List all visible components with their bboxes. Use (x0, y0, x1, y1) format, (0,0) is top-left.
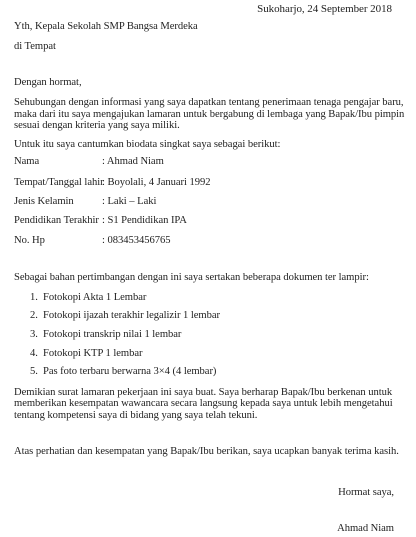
bio-label-birth: Tempat/Tanggal lahir (14, 177, 104, 188)
attachment-item-2: Fotokopi ijazah terakhir legalizir 1 lembar (43, 310, 220, 321)
closing-line-1: Demikian surat lamaran pekerjaan ini saya buat. Saya berharap Bapak/Ibu berkenan untuk (14, 387, 393, 398)
intro-line-1: Sehubungan dengan informasi yang saya dapatkan tentang penerimaan tenaga pengajar baru, (14, 97, 404, 108)
greeting: Dengan hormat, (14, 77, 82, 88)
bio-label-name: Nama (14, 156, 40, 167)
attachment-item-3: Fotokopi transkrip nilai 1 lembar (43, 329, 182, 340)
regards-line: Hormat saya, (338, 487, 394, 498)
bio-value-phone: : 083453456765 (102, 235, 171, 246)
attachment-num-2: 2. (30, 310, 38, 321)
intro-line-3: sesuai dengan kriteria yang saya miliki. (14, 120, 180, 131)
attachment-num-3: 3. (30, 329, 38, 340)
bio-label-phone: No. Hp (14, 235, 45, 246)
attachments-intro: Sebagai bahan pertimbangan dengan ini saya sertakan beberapa dokumen ter lampir: (14, 272, 369, 283)
closing-line-3: tentang kompetensi saya di bidang yang saya telah tekuni. (14, 410, 258, 421)
place-line: di Tempat (14, 41, 56, 52)
bio-value-birth: : Boyolali, 4 Januari 1992 (102, 177, 211, 188)
bio-value-name: : Ahmad Niam (102, 156, 164, 167)
recipient-line: Yth, Kepala Sekolah SMP Bangsa Merdeka (14, 21, 198, 32)
attachment-num-4: 4. (30, 348, 38, 359)
attachment-item-1: Fotokopi Akta 1 Lembar (43, 292, 147, 303)
bio-value-gender: : Laki – Laki (102, 196, 157, 207)
thanks-line: Atas perhatian dan kesempatan yang Bapak/Ibu berikan, saya ucapkan banyak terima kasih. (14, 446, 399, 457)
intro-line-2: maka dari itu saya mengajukan lamaran untuk bergabung di lembaga yang Bapak/Ibu pimpin (14, 109, 405, 120)
date-line: Sukoharjo, 24 September 2018 (257, 3, 392, 15)
bio-value-education: : S1 Pendidikan IPA (102, 215, 187, 226)
attachment-item-5: Pas foto terbaru berwarna 3×4 (4 lembar) (43, 366, 217, 377)
closing-line-2: memberikan kesempatan wawancara secara langsung kepada saya untuk lebih mengetahui (14, 398, 393, 409)
attachment-num-5: 5. (30, 366, 38, 377)
bio-label-gender: Jenis Kelamin (14, 196, 74, 207)
signature-name: Ahmad Niam (337, 523, 394, 534)
bio-intro: Untuk itu saya cantumkan biodata singkat saya sebagai berikut: (14, 139, 281, 150)
bio-label-education: Pendidikan Terakhir (14, 215, 99, 226)
attachment-num-1: 1. (30, 292, 38, 303)
attachment-item-4: Fotokopi KTP 1 lembar (43, 348, 143, 359)
